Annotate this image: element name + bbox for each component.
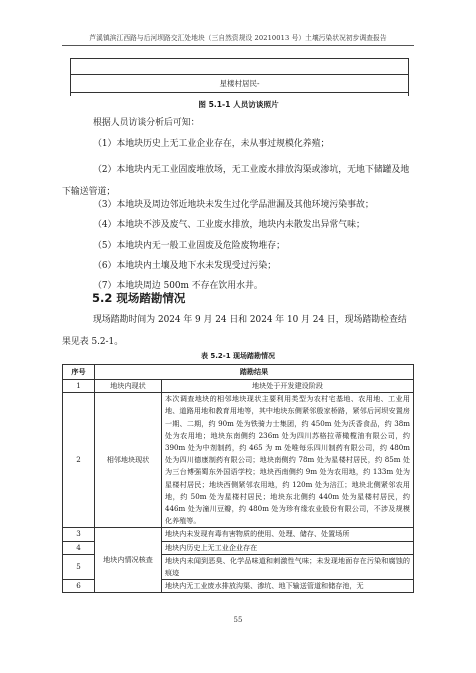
row-no: 4 — [63, 541, 95, 554]
photo-caption: 星楼村居民- — [70, 74, 409, 93]
analysis-intro: 根据人员访谈分析后可知： — [93, 118, 200, 128]
header-rule — [62, 45, 414, 46]
row-result: 地块内未发现有毒有害物质的使用、处理、储存、处置场所 — [162, 528, 414, 541]
row-result: 地块内无工业废水排放沟渠、渗坑、地下输送管道和储存池，无 — [162, 580, 414, 593]
section-body: 现场踏勘时间为 2024 年 9 月 24 日和 2024 年 10 月 24 日，现场踏勘检查结果见表 5.2-1。 — [62, 315, 407, 347]
survey-table — [62, 364, 414, 593]
header-result: 踏勘结果 — [95, 365, 414, 380]
finding-4: （4）本地块不涉及废气、工业废水排放，地块内未散发出异常气味； — [93, 220, 365, 230]
row-item: 地块内现状 — [95, 380, 162, 393]
row-no: 1 — [63, 380, 95, 393]
table-caption: 表 5.2-1 现场踏勘情况 — [200, 352, 276, 360]
finding-6: （6）本地块内土壤及地下水未发现受过污染； — [93, 261, 277, 271]
row-result: 地块内历史上无工业企业存在 — [162, 541, 414, 554]
header-no: 序号 — [63, 365, 95, 380]
running-header: 芦溪镇滨江西路与后河坝路交汇处地块（三自然资规设 20210013 号）土壤污染状况初步调查报告 — [89, 34, 387, 42]
table-row — [63, 380, 414, 393]
table-row — [63, 393, 414, 528]
finding-2: （2）本地块内无工业固废堆放场，无工业废水排放沟渠或渗坑，无地下储罐及地下输送管道； — [62, 165, 410, 197]
row-result: 本次调查地块的相邻地块现状主要利用类型为农村宅基地、农用地、工业用地、道路用地和教育用地等，其中地块东侧紧邻殷家桥路，紧邻后河坝安置房一期、二期，约 90m 处为铁骑力士集团，约 450m 处为沃香食品，约 38m 处为农用地；地块东南侧约 236m 处为四川苏格拉蒂橄榄油有限公司，约 390m 处为中剂制药，约 465 为 m 处唯每乐四川制药有限公司，约 480m 处为四川德康制药有限公司；地块南侧约 78m 处为星楼村居民，约 85m 处为三台博强蜀东外国语学校；地块西南侧约 9m 处为农用地，约 133m 处为星楼村居民；地块西侧紧邻农用地，约 120m 处为涪江；地块北侧紧邻农用地，约 50m 处为星楼村居民；地块东北侧约 440m 处为星楼村居民，约 446m 处为潼川豆瓣，约 480m 处为珍有缘农业股份有限公司，不涉及规模化养殖等。 — [162, 393, 414, 528]
row-result: 地块内未闻到恶臭、化学品味道和刺激性气味；未发现地面存在污染和腐蚀的痕迹 — [162, 554, 414, 579]
table-row — [63, 528, 414, 541]
finding-3: （3）本地块及周边邻近地块未发生过化学品泄漏及其他环境污染事故； — [93, 200, 374, 210]
finding-1: （1）本地块历史上无工业企业存在，未从事过规模化养殖； — [93, 139, 330, 149]
row-no: 3 — [63, 528, 95, 541]
row-no: 5 — [63, 554, 95, 579]
page-number: 55 — [233, 616, 243, 624]
finding-5: （5）本地块内无一般工业固废及危险废物堆存； — [93, 241, 286, 251]
row-no: 2 — [63, 393, 95, 528]
section-title: 5.2 现场踏勘情况 — [92, 291, 186, 305]
figure-caption: 图 5.1-1 人员访谈照片 — [198, 100, 279, 109]
row-item: 地块内情况核查 — [95, 528, 162, 593]
row-no: 6 — [63, 580, 95, 593]
table-header-row — [63, 365, 414, 380]
row-result: 地块处于开发建设阶段 — [162, 380, 414, 393]
finding-7: （7）本地块周边 500m 不存在饮用水井。 — [93, 281, 263, 291]
row-item: 相邻地块现状 — [95, 393, 162, 528]
